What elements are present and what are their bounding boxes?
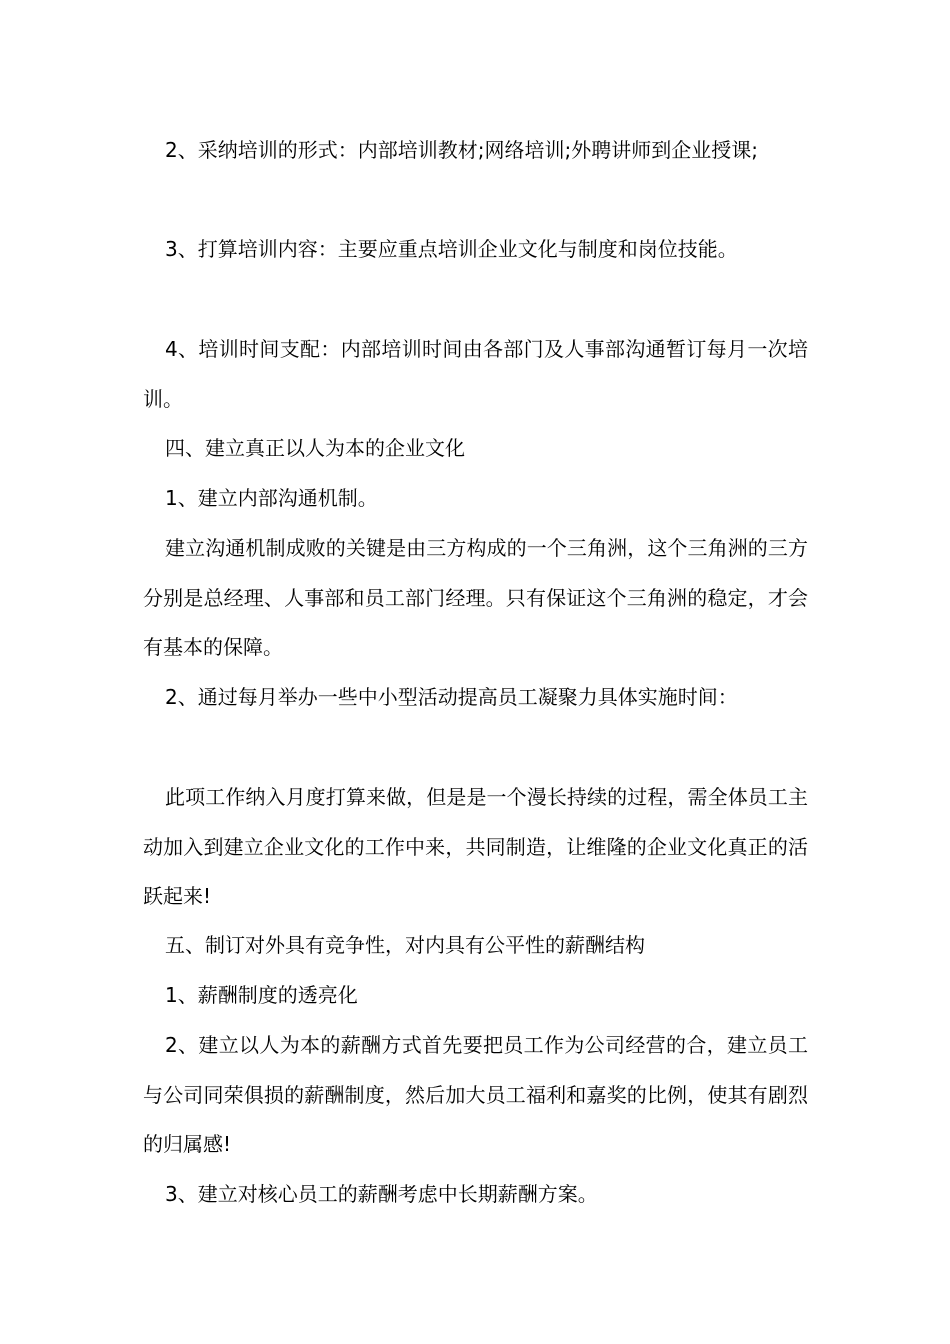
paragraph-communication-mechanism: 1、建立内部沟通机制。 <box>165 486 378 510</box>
paragraph-core-staff-salary: 3、建立对核心员工的薪酬考虑中长期薪酬方案。 <box>165 1182 598 1206</box>
paragraph-training-format: 2、采纳培训的形式：内部培训教材;网络培训;外聘讲师到企业授课; <box>165 138 758 162</box>
paragraph-monthly-activities: 2、通过每月举办一些中小型活动提高员工凝聚力具体实施时间： <box>165 685 738 709</box>
paragraph-culture-work: 此项工作纳入月度打算来做，但是是一个漫长持续的过程，需全体员工主动加入到建立企业文化的工作中来，共同制造，让维隆的企业文化真正的活跃起来! <box>143 785 808 908</box>
section-heading-5: 五、制订对外具有竞争性，对内具有公平性的薪酬结构 <box>165 933 645 957</box>
paragraph-training-schedule: 4、培训时间支配：内部培训时间由各部门及人事部沟通暂订每月一次培训。 <box>143 337 808 411</box>
section-heading-4: 四、建立真正以人为本的企业文化 <box>165 436 465 460</box>
paragraph-salary-transparency: 1、薪酬制度的透亮化 <box>165 983 358 1007</box>
paragraph-training-content: 3、打算培训内容：主要应重点培训企业文化与制度和岗位技能。 <box>165 237 738 261</box>
paragraph-triangle: 建立沟通机制成败的关键是由三方构成的一个三角洲，这个三角洲的三方分别是总经理、人事部和员工部门经理。只有保证这个三角洲的稳定，才会有基本的保障。 <box>143 536 808 659</box>
paragraph-people-oriented-salary: 2、建立以人为本的薪酬方式首先要把员工作为公司经营的合，建立员工与公司同荣俱损的薪酬制度，然后加大员工福利和嘉奖的比例，使其有剧烈的归属感! <box>143 1033 808 1156</box>
